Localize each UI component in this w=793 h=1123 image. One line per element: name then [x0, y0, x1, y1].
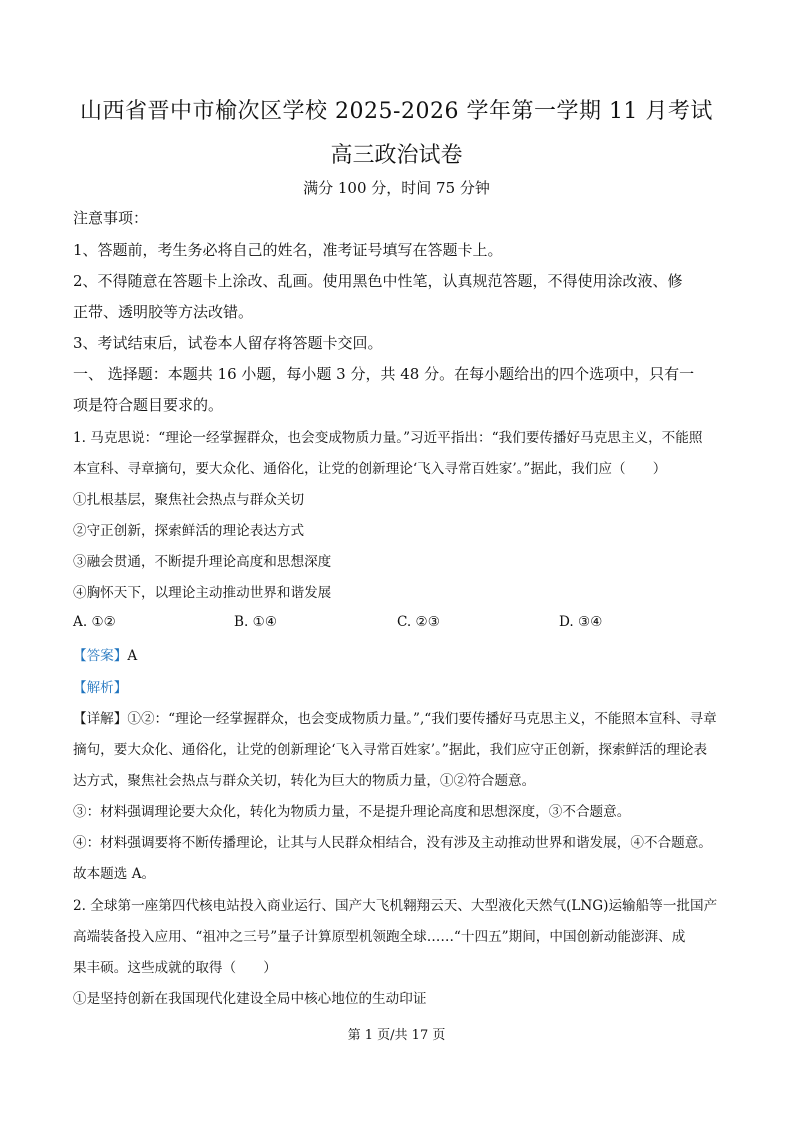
detail-text: ①②：“理论一经掌握群众，也会变成物质力量。”,“我们要传播好马克思主义，不能照本宣科、寻章 — [127, 711, 717, 727]
detail-conclusion: 故本题选 A。 — [73, 866, 156, 882]
option-a: A. ①② — [73, 614, 116, 630]
option-d: D. ③④ — [559, 614, 603, 630]
analysis-label: 【解析】 — [73, 680, 128, 696]
detail-text: ③：材料强调理论要大众化，转化为物质力量，不是提升理论高度和思想深度，③不合题意。 — [73, 804, 631, 820]
question-1-item: ③融会贯通，不断提升理论高度和思想深度 — [73, 554, 332, 570]
analysis-line — [73, 678, 127, 698]
question-1-item: ①扎根基层，聚焦社会热点与群众关切 — [73, 492, 305, 508]
answer-value: A — [127, 648, 138, 664]
notice-item: 正带、透明胶等方法改错。 — [73, 303, 254, 321]
detail-line — [73, 709, 717, 729]
question-2-stem: 2. 全球第一座第四代核电站投入商业运行、国产大飞机翱翔云天、大型液化天然气(LNG)运输船等一批国产 — [73, 898, 718, 914]
option-b: B. ①④ — [234, 614, 278, 630]
answer-label: 【答案】 — [73, 648, 128, 664]
question-1-stem: 1. 马克思说：“理论一经掌握群众，也会变成物质力量。”习近平指出：“我们要传播好马克思主义，不能照 — [73, 430, 703, 446]
exam-meta: 满分 100 分，时间 75 分钟 — [303, 179, 490, 197]
question-1-item: ④胸怀天下，以理论主动推动世界和谐发展 — [73, 585, 332, 601]
question-2-stem-cont: 果丰硕。这些成就的取得（ ） — [73, 960, 277, 976]
notice-item: 2、不得随意在答题卡上涂改、乱画。使用黑色中性笔，认真规范答题，不得使用涂改液、修 — [73, 272, 683, 290]
option-c: C. ②③ — [397, 614, 440, 630]
detail-label: 【详解】 — [73, 711, 128, 727]
exam-subtitle: 高三政治试卷 — [330, 143, 463, 168]
notice-item: 3、考试结束后，试卷本人留存将答题卡交回。 — [73, 334, 383, 352]
section-heading: 一、 选择题：本题共 16 小题，每小题 3 分，共 48 分。在每小题给出的四个选项中，只有一 — [73, 365, 695, 383]
question-1-stem-cont: 本宣科、寻章摘句，要大众化、通俗化，让党的创新理论‘飞入寻常百姓家’。”据此，我们应（ ） — [73, 461, 667, 477]
notice-heading: 注意事项： — [73, 209, 149, 227]
section-heading-cont: 项是符合题目要求的。 — [73, 396, 224, 414]
page-footer: 第 1 页/共 17 页 — [347, 1028, 446, 1043]
detail-text: 达方式，聚焦社会热点与群众关切，转化为巨大的物质力量，①②符合题意。 — [73, 773, 536, 789]
detail-text: 摘句，要大众化、通俗化，让党的创新理论‘飞入寻常百姓家’。”据此，我们应守正创新，探索鲜活的理论表 — [73, 742, 708, 758]
exam-title: 山西省晋中市榆次区学校 2025-2026 学年第一学期 11 月考试 — [80, 99, 713, 124]
answer-line — [73, 646, 137, 666]
question-1-item: ②守正创新，探索鲜活的理论表达方式 — [73, 523, 305, 539]
question-2-stem-cont: 高端装备投入应用、“祖冲之三号”量子计算原型机领跑全球……“十四五”期间，中国创新动能澎湃、成 — [73, 929, 686, 945]
question-2-item: ①是坚持创新在我国现代化建设全局中核心地位的生动印证 — [73, 991, 427, 1007]
notice-item: 1、答题前，考生务必将自己的姓名，准考证号填写在答题卡上。 — [73, 241, 503, 259]
detail-text: ④：材料强调要将不断传播理论，让其与人民群众相结合，没有涉及主动推动世界和谐发展，④不合题意。 — [73, 835, 712, 851]
